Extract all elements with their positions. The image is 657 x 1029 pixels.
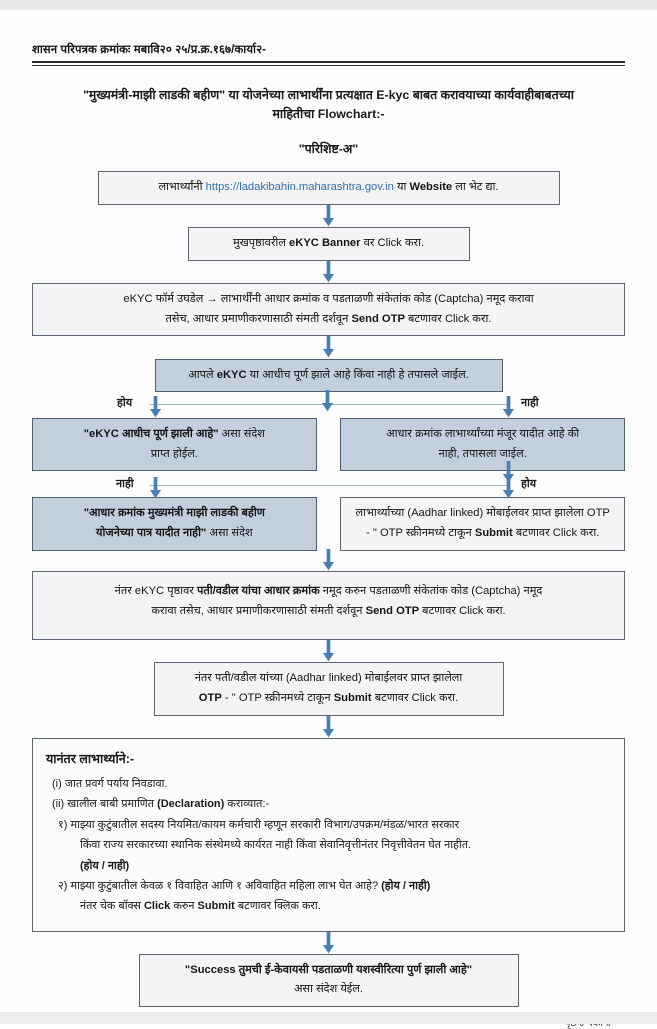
- declaration-item-ii-bold: (Declaration): [157, 798, 225, 811]
- declaration-point-2: [58, 876, 611, 896]
- step5-yes-line1: [43, 425, 306, 445]
- step5-no-line2: नाही, तपासला जाईल.: [438, 447, 527, 460]
- declaration-closing-bold1: Click: [143, 900, 171, 913]
- down-arrow-icon: [149, 396, 162, 418]
- flow-row-7: [32, 571, 625, 640]
- declaration-point-2-bold: (होय / नाही): [381, 879, 431, 892]
- arrow-5-wrap: [32, 640, 625, 662]
- arrow-7-wrap: [32, 932, 625, 954]
- declaration-point-2-a: २) माझ्या कुटुंबातील केवळ १ विवाहित आणि १ अविवाहित महिला लाभ घेत आहे?: [58, 879, 382, 892]
- circular-number: शासन परिपत्रक क्रमांकः मबावि२० २५/प्र.क्र.१६७/कार्या२-: [32, 44, 267, 56]
- step5-yes-bold: "eKYC आधीच पूर्ण झाली आहे": [83, 428, 219, 441]
- check-aadhaar-in-approved-list: [340, 418, 625, 471]
- down-arrow-icon: [322, 336, 335, 358]
- down-arrow-icon: [322, 640, 335, 662]
- flow-row-2: [32, 227, 625, 261]
- branch-1-no-label: नाही: [521, 397, 539, 410]
- step4-prefix: आपले: [188, 368, 217, 381]
- branch-1-columns: [32, 418, 625, 471]
- declaration-item-ii-a: (ii) खालील बाबी प्रमाणित: [52, 798, 158, 811]
- step7-line1-b: नमूद करुन पडताळणी संकेतांक कोड (Captcha) नमूद: [319, 584, 543, 597]
- msg-aadhaar-not-eligible: [32, 497, 317, 550]
- down-arrow-icon: [322, 205, 335, 227]
- branch-2-hline: [150, 485, 507, 486]
- step-husband-father-aadhaar: [32, 571, 625, 640]
- page-title-line1: "मुख्यमंत्री-माझी लाडकी बहीण" या योजनेच्या लाभार्थींना प्रत्यक्षात E-kyc बाबत करावयाच्या कार्यवाहीबाबतच्या: [83, 88, 574, 102]
- website-url[interactable]: https://ladakibahin.maharashtra.gov.in: [205, 181, 394, 194]
- declaration-closing: [80, 896, 611, 916]
- branch-2-no-label: नाही: [116, 478, 134, 491]
- branch-1-right-column: [340, 418, 625, 471]
- step6-no-rest: असा संदेश: [206, 527, 253, 540]
- branch-2-yes-label: होय: [521, 478, 537, 491]
- flow-row-declaration: [32, 738, 625, 932]
- step2-suffix: वर Click करा.: [360, 237, 425, 250]
- step6-yes-line2-a: - " OTP स्क्रीनमध्ये टाकून: [366, 527, 475, 540]
- annexure-label: "परिशिष्ट-अ": [298, 142, 359, 157]
- step-husband-father-otp-submit: [154, 662, 504, 715]
- step7-line1: [45, 582, 612, 602]
- down-arrow-icon: [321, 390, 334, 412]
- declaration-point-1-line2: किंवा राज्य सरकारच्या स्थानिक संस्थेमध्ये कार्यरत नाही किंवा सेवानिवृत्तीनंतर निवृत्तीवेतन घेत नाहीत.: [80, 839, 472, 852]
- step6-no-line1: [43, 504, 306, 524]
- step-enter-otp-submit: [340, 497, 625, 550]
- step6-no-bold1: "आधार क्रमांक मुख्यमंत्री माझी लाडकी बहीण: [83, 507, 265, 520]
- step5-yes-line2: प्राप्त होईल.: [150, 447, 198, 460]
- step8-bold1: OTP: [198, 691, 222, 704]
- step1-suffix: ला भेट द्या.: [452, 181, 499, 194]
- step7-line2-bold: Send OTP: [365, 604, 420, 617]
- page-title: [32, 86, 625, 124]
- declaration-point-1-line1: १) माझ्या कुटुंबातील सदस्य नियमित/कायम कर्मचारी म्हणून सरकारी विभाग/उपक्रम/मंडळ/भारत सरकार: [58, 818, 460, 831]
- step5-no-line1: आधार क्रमांक लाभार्थ्यांच्या मंजूर यादीत आहे की: [386, 428, 580, 441]
- step3-line1: eKYC फॉर्म उघडेल → लाभार्थींनी आधार क्रमांक व पडताळणी संकेतांक कोड (Captcha) नमूद करावा: [123, 293, 534, 306]
- msg-ekyc-success: [139, 954, 519, 1007]
- arrow-2-wrap: [32, 261, 625, 283]
- page-bottom-strip: [0, 1012, 657, 1024]
- decision-ekyc-already-done: [155, 359, 503, 393]
- step5-yes-rest: असा संदेश: [218, 428, 265, 441]
- down-arrow-icon: [149, 477, 162, 499]
- page-top-strip: [0, 0, 657, 10]
- down-arrow-icon: [502, 396, 515, 418]
- header-divider: [32, 61, 625, 66]
- branch-2-right-column: [340, 497, 625, 550]
- flow-row-4: [32, 359, 625, 393]
- step7-line2-b: बटणावर Click करा.: [419, 604, 506, 617]
- final-line2: असा संदेश येईल.: [293, 983, 363, 996]
- flow-row-final: [32, 954, 625, 1007]
- step6-yes-line2: [351, 524, 614, 544]
- arrow-3-wrap: [32, 336, 625, 358]
- declaration-closing-bold2: Submit: [197, 900, 235, 913]
- step6-yes-line2-b: बटणावर Click करा.: [512, 527, 600, 540]
- step-visit-website: [98, 171, 560, 205]
- branch-2-connector: [32, 471, 625, 497]
- msg-ekyc-already-complete: [32, 418, 317, 471]
- step4-bold: eKYC: [216, 368, 247, 381]
- step3-line2: [43, 310, 614, 330]
- step7-line2-a: करावा तसेच, आधार प्रमाणीकरणासाठी संमती दर्शवून: [151, 604, 366, 617]
- step-ekyc-form-aadhaar-captcha: [32, 283, 625, 336]
- down-arrow-icon: [322, 716, 335, 738]
- declaration-closing-c: बटणावर क्लिक करा.: [234, 900, 321, 913]
- down-arrow-icon: [322, 932, 335, 954]
- declaration-point-1-answer-bold: (होय / नाही): [80, 859, 130, 872]
- flow-row-3: [32, 283, 625, 336]
- step7-line1-a: नंतर eKYC पृष्ठावर: [114, 584, 197, 597]
- flow-row-1: [32, 171, 625, 205]
- step8-line1: नंतर पती/वडील यांच्या (Aadhar linked) मोबाईलवर प्राप्त झालेला: [194, 672, 463, 685]
- step6-no-bold2: योजनेच्या पात्र यादीत नाही": [95, 527, 207, 540]
- declaration-panel: [32, 738, 625, 932]
- step2-bold: eKYC Banner: [289, 237, 361, 250]
- step8-line2-b: बटणावर Click करा.: [371, 691, 459, 704]
- step1-prefix: लाभार्थ्यांनी: [158, 181, 206, 194]
- declaration-item-ii-b: कराव्यात:-: [224, 798, 270, 811]
- step7-line1-bold: पती/वडील यांचा आधार क्रमांक: [197, 584, 320, 597]
- declaration-closing-a: नंतर चेक बॉक्स: [80, 900, 144, 913]
- step3-line2-bold: Send OTP: [351, 312, 405, 325]
- step6-yes-line1: लाभार्थ्याच्या (Aadhar linked) मोबाईलवर प्राप्त झालेला OTP: [355, 507, 610, 520]
- flow-row-8: [32, 662, 625, 715]
- down-arrow-icon: [322, 261, 335, 283]
- declaration-heading: यानंतर लाभार्थ्याने:-: [46, 751, 135, 766]
- step8-bold2: Submit: [333, 691, 372, 704]
- page-title-line2: माहितीचा Flowchart:-: [272, 107, 385, 122]
- step6-yes-line2-bold: Submit: [474, 527, 513, 540]
- flowchart: [32, 171, 625, 1007]
- branch-2-columns: [32, 497, 625, 550]
- declaration-item-i: (i) जात प्रवर्ग पर्याय निवडावा.: [52, 778, 168, 791]
- branch-1-yes-label: होय: [117, 397, 133, 410]
- step-click-ekyc-banner: [188, 227, 470, 261]
- declaration-closing-b: करुन: [170, 900, 198, 913]
- step4-suffix: या आधीच पूर्ण झाले आहे किंवा नाही हे तपासले जाईल.: [246, 368, 469, 381]
- branch-1-connector: [32, 392, 625, 418]
- arrow-6-wrap: [32, 716, 625, 738]
- declaration-item-ii: [52, 794, 611, 814]
- step1-mid: या: [393, 181, 410, 194]
- down-arrow-icon: [502, 477, 515, 499]
- step3-line2-b: बटणावर Click करा.: [404, 312, 492, 325]
- step1-bold: Website: [409, 181, 453, 194]
- step8-line2: [165, 689, 493, 709]
- declaration-point-1-answer: [80, 856, 611, 876]
- final-line1: [150, 961, 508, 981]
- arrow-1-wrap: [32, 205, 625, 227]
- step8-line2-a: - " OTP स्क्रीनमध्ये टाकून: [221, 691, 334, 704]
- step2-prefix: मुखपृष्ठावरील: [232, 237, 290, 250]
- final-bold: "Success तुमची ई-केवायसी पडताळणी यशस्वीरित्या पुर्ण झाली आहे": [184, 963, 473, 976]
- branch-2-left-column: [32, 497, 317, 550]
- step6-no-line2: [43, 524, 306, 544]
- step7-line2: [45, 602, 612, 622]
- branch-1-left-column: [32, 418, 317, 471]
- step3-line2-a: तसेच, आधार प्रमाणीकरणासाठी संमती दर्शवून: [165, 312, 352, 325]
- down-arrow-icon: [322, 549, 335, 571]
- arrow-4-wrap: [32, 549, 625, 571]
